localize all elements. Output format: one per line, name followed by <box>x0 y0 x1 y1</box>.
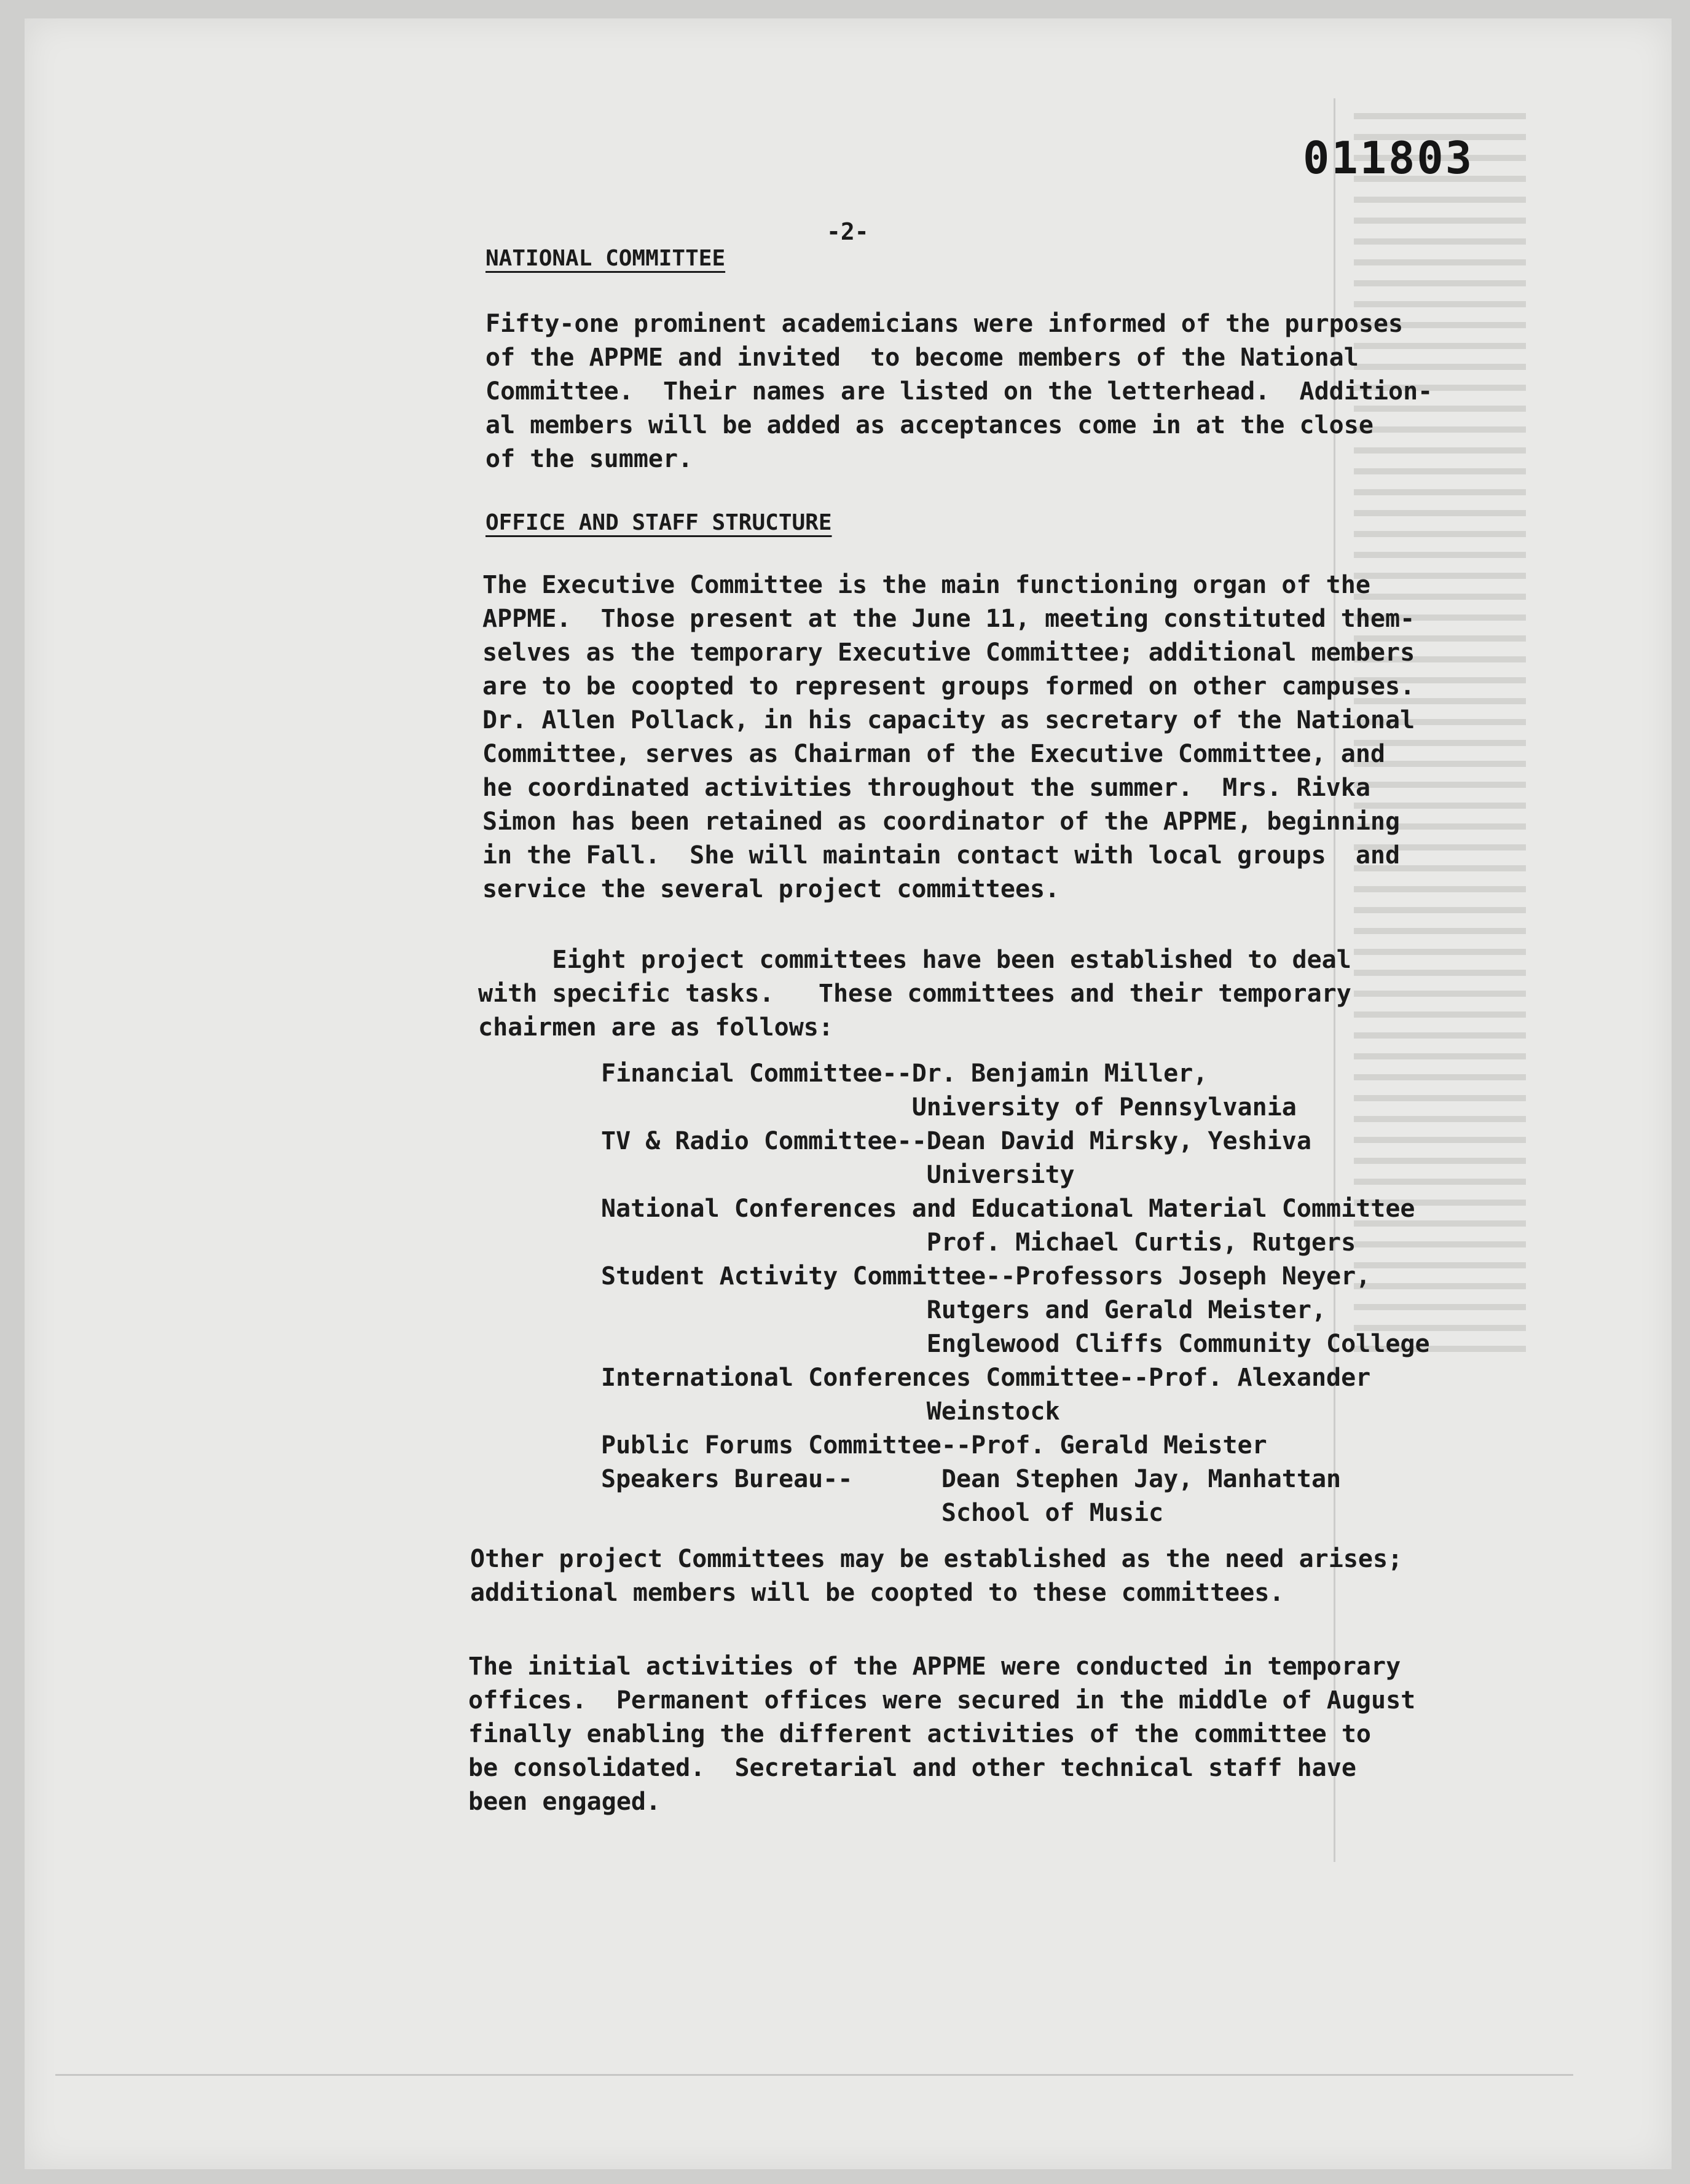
text-line: of the summer. <box>485 445 693 473</box>
page-number: -2- <box>827 218 869 245</box>
text-line: Committee, serves as Chairman of the Executive Committee, and <box>482 740 1386 768</box>
committee-line: TV & Radio Committee--Dean David Mirsky, Yeshiva <box>601 1127 1311 1155</box>
text-line: chairmen are as follows: <box>478 1013 833 1042</box>
text-line: he coordinated activities throughout the summer. Mrs. Rivka <box>482 774 1370 802</box>
office-staff-heading: OFFICE AND STAFF STRUCTURE <box>485 510 832 535</box>
text-line: of the APPME and invited to become members of the National <box>485 344 1359 372</box>
text-line: additional members will be coopted to these committees. <box>470 1579 1284 1607</box>
committee-line: University of Pennsylvania <box>601 1093 1297 1121</box>
committee-line: University <box>601 1161 1075 1189</box>
text-line: offices. Permanent offices were secured in the middle of August <box>468 1686 1416 1715</box>
executive-committee-paragraph <box>482 568 1415 906</box>
text-line: finally enabling the different activities of the committee to <box>468 1720 1372 1748</box>
text-line: al members will be added as acceptances come in at the close <box>485 411 1374 439</box>
committee-line: Student Activity Committee--Professors Joseph Neyer, <box>601 1262 1371 1290</box>
committee-line: National Conferences and Educational Material Committee <box>601 1195 1415 1223</box>
other-committees-paragraph <box>470 1542 1402 1610</box>
committee-line: Weinstock <box>601 1397 1060 1426</box>
text-line: in the Fall. She will maintain contact with local groups and <box>482 841 1401 870</box>
text-line: Fifty-one prominent academicians were informed of the purposes <box>485 310 1404 338</box>
text-line: been engaged. <box>468 1788 661 1816</box>
document-number: 011803 <box>1303 132 1474 184</box>
committee-line: Prof. Michael Curtis, Rutgers <box>601 1228 1356 1257</box>
committee-line: School of Music <box>601 1499 1164 1527</box>
text-line: The initial activities of the APPME were conducted in temporary <box>468 1652 1401 1681</box>
committee-list <box>601 1057 1430 1530</box>
text-line: selves as the temporary Executive Committee; additional members <box>482 638 1415 667</box>
national-committee-heading: NATIONAL COMMITTEE <box>485 246 726 271</box>
text-line: with specific tasks. These committees and their temporary <box>478 980 1351 1008</box>
text-line: be consolidated. Secretarial and other technical staff have <box>468 1754 1356 1782</box>
text-line: Simon has been retained as coordinator of the APPME, beginning <box>482 807 1401 836</box>
text-line: APPME. Those present at the June 11, meeting constituted them- <box>482 605 1415 633</box>
committee-line: Financial Committee--Dr. Benjamin Miller, <box>601 1059 1208 1088</box>
committee-line: Rutgers and Gerald Meister, <box>601 1296 1327 1324</box>
text-line: The Executive Committee is the main functioning organ of the <box>482 571 1370 599</box>
text-line: service the several project committees. <box>482 875 1060 903</box>
text-line: are to be coopted to represent groups formed on other campuses. <box>482 672 1415 701</box>
text-line: Eight project committees have been established to deal <box>478 946 1351 974</box>
text-line: Other project Committees may be established as the need arises; <box>470 1545 1403 1573</box>
committee-line: Speakers Bureau-- Dean Stephen Jay, Manhattan <box>601 1465 1342 1493</box>
committee-line: International Conferences Committee--Prof. Alexander <box>601 1364 1371 1392</box>
text-line: Dr. Allen Pollack, in his capacity as secretary of the National <box>482 706 1415 734</box>
project-committees-paragraph <box>478 943 1351 1045</box>
bleed-through-footer-rule <box>55 2074 1573 2076</box>
national-committee-paragraph <box>485 307 1433 476</box>
text-line: Committee. Their names are listed on the letterhead. Addition- <box>485 377 1433 406</box>
committee-line: Englewood Cliffs Community College <box>601 1330 1430 1358</box>
committee-line: Public Forums Committee--Prof. Gerald Meister <box>601 1431 1267 1459</box>
offices-paragraph <box>468 1650 1415 1819</box>
